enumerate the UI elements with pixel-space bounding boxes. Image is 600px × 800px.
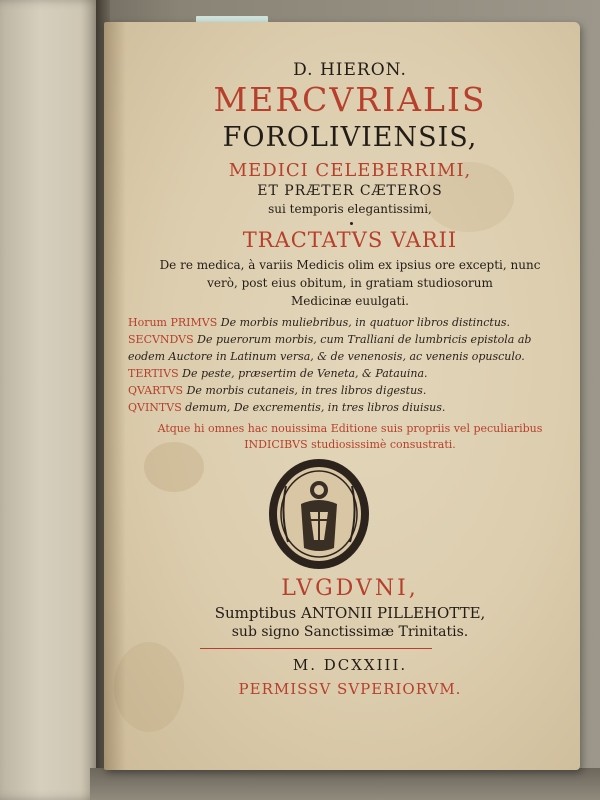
author-prefix: D. HIERON. [293,60,407,80]
contents-lead: Horum PRIMVS [128,316,218,329]
contents-line [128,384,568,397]
subtitle-line-2: verò, post eius obitum, in gratiam studiosorum [207,276,493,290]
contents-line [128,316,568,329]
contents-lead: QVARTVS [128,384,184,397]
contents-text: De peste, præsertim de Veneta, & Patauina. [182,367,428,380]
contents-lead: SECVNDVS [128,333,194,346]
contents-text: eodem Auctore in Latinum versa, & de venenosis, ac venenis opusculo. [128,350,525,363]
imprint-publisher-line-2: sub signo Sanctissimæ Trinitatis. [231,624,469,640]
contents-text: De morbis cutaneis, in tres libros digestus. [186,384,427,397]
table-surface [90,768,600,800]
book-cover-board [0,0,100,800]
subtitle-line-1: De re medica, à variis Medicis olim ex ipsius ore excepti, nunc [159,258,541,272]
contents-line [128,350,568,363]
author-name: MERCVRIALIS [213,80,487,119]
contents-lead: TERTIVS [128,367,179,380]
subtitle-line-3: Medicinæ euulgati. [291,294,409,308]
contents-line [128,367,568,380]
imprint-publisher-line-1: Sumptibus ANTONII PILLEHOTTE, [214,604,486,622]
page-fold-shadow [104,22,126,770]
imprint-permission: PERMISSV SVPERIORVM. [238,680,462,698]
edition-note-line-2: INDICIBVS studiosissimè consustrati. [244,438,456,451]
work-title: TRACTATVS VARII [242,228,458,252]
epithet-line-2: ET PRÆTER CÆTEROS [257,183,443,199]
epithet-line-1: MEDICI CELEBERRIMI, [228,160,472,181]
imprint-year: M. DCXXIII. [292,656,408,674]
contents-text: demum, De excrementis, in tres libros diuisus. [185,401,446,414]
trinity-printer-device-emblem [266,456,372,572]
contents-lead: QVINTVS [128,401,182,414]
epithet-line-3: sui temporis elegantissimi, [268,202,432,216]
contents-line [128,333,568,346]
author-origin: FOROLIVIENSIS, [222,122,478,153]
edition-note-line-1: Atque hi omnes hac nouissima Editione suis propriis vel peculiaribus [157,422,543,435]
contents-text: De morbis muliebribus, in quatuor libros distinctus. [220,316,511,329]
contents-text: De puerorum morbis, cum Tralliani de lumbricis epistola ab [197,333,532,346]
imprint-place: LVGDVNI, [281,576,419,601]
imprint-rule [200,648,432,649]
ornament-dot [350,222,353,225]
contents-line [128,401,568,414]
